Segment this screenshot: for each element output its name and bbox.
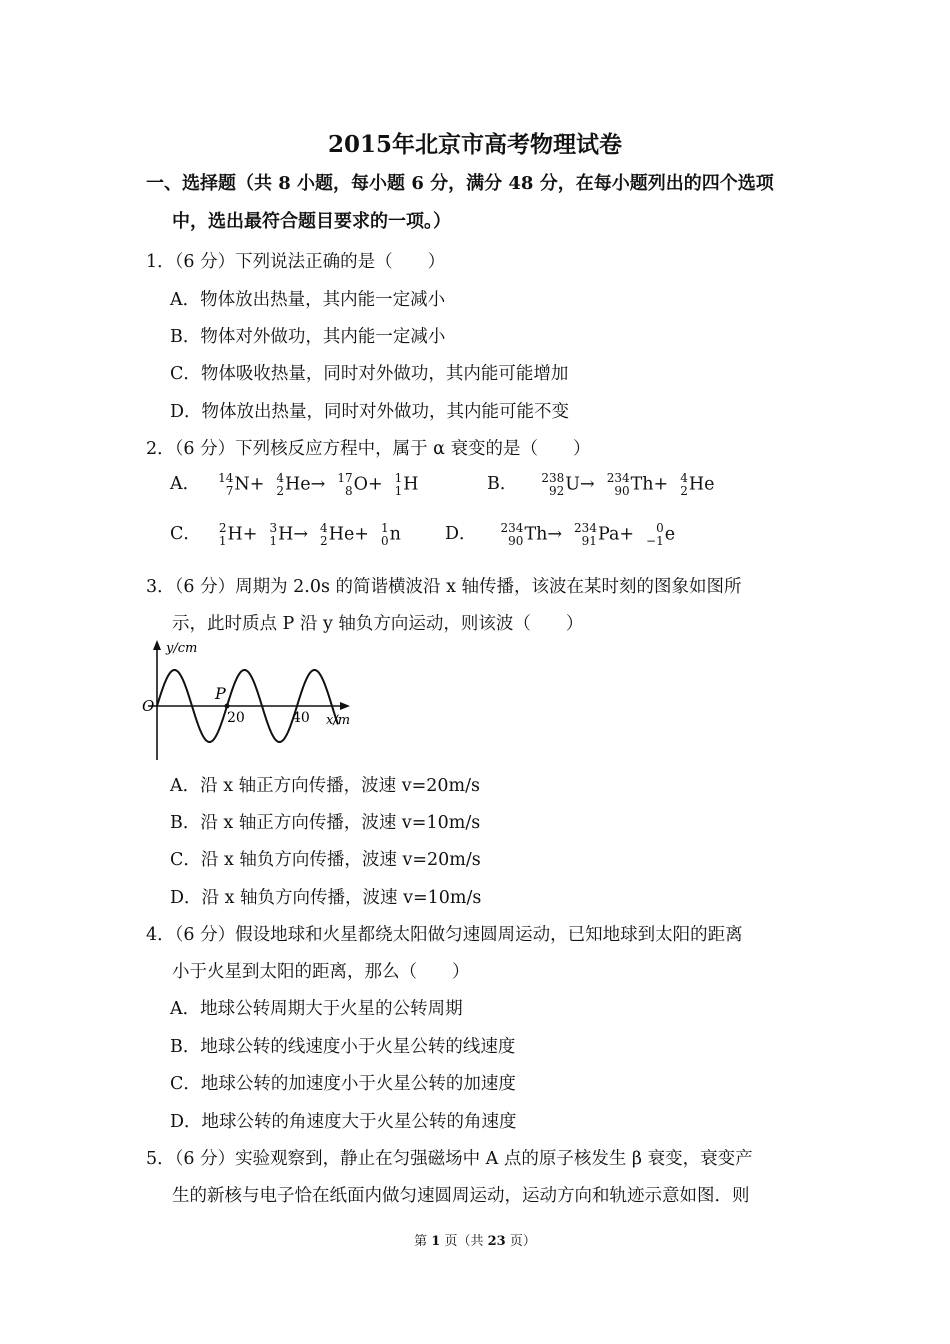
nuclide-isotope	[607, 472, 630, 498]
element-symbol: H	[403, 474, 419, 494]
atomic-number: 1	[218, 533, 227, 548]
q2-stem: 2．（6 分）下列核反应方程中，属于 α 衰变的是（ ）	[146, 439, 591, 459]
atomic-number: 1	[269, 533, 278, 548]
nuclide-isotope	[501, 522, 524, 548]
mass-number: 17	[337, 470, 353, 485]
nuclide-isotope	[646, 522, 664, 548]
q2-option-a-equation	[218, 470, 420, 498]
q2-option-c	[170, 520, 403, 548]
atomic-number: 2	[680, 483, 688, 498]
nuclide	[219, 522, 258, 548]
atomic-number: 2	[276, 483, 285, 498]
q2-option-b-label: B．	[487, 474, 518, 494]
point-p-marker	[225, 704, 230, 709]
q1-option-a: A．物体放出热量，其内能一定减小	[170, 290, 446, 310]
mass-number: 4	[320, 520, 328, 535]
nuclide-isotope	[381, 522, 389, 548]
atomic-number: 8	[344, 483, 353, 498]
wave-graph	[140, 638, 360, 766]
element-symbol: U→	[565, 474, 595, 494]
nuclide	[381, 522, 401, 548]
q2-option-c-equation	[218, 520, 403, 548]
page-footer	[0, 1230, 950, 1249]
q4-stem-line1: 4．（6 分）假设地球和火星都绕太阳做匀速圆周运动，已知地球到太阳的距离	[146, 925, 743, 945]
origin-label: O	[142, 697, 155, 715]
mass-number: 1	[394, 470, 403, 485]
mass-number: 234	[574, 520, 597, 535]
q2-option-a-label: A．	[170, 474, 201, 494]
nuclide	[541, 472, 594, 498]
mass-number: 234	[606, 470, 630, 485]
nuclide	[269, 522, 308, 548]
section-heading-line2: 中，选出最符合题目要求的一项。）	[172, 211, 451, 232]
q1-option-b: B．物体对外做功，其内能一定减小	[170, 327, 446, 347]
element-symbol: Th→	[524, 524, 563, 544]
element-symbol: n	[389, 524, 401, 544]
q2-option-c-label: C．	[170, 524, 201, 544]
footer-prefix: 第	[414, 1234, 432, 1249]
page-title: 2015年北京市高考物理试卷	[327, 131, 622, 158]
element-symbol: He+	[328, 524, 369, 544]
q3-option-b: B．沿 x 轴正方向传播，波速 v=10m/s	[170, 813, 481, 833]
nuclide-isotope	[680, 472, 688, 498]
element-symbol: e	[664, 524, 676, 544]
q2-option-b-equation	[541, 470, 716, 498]
atomic-number: 2	[320, 533, 328, 548]
nuclide-isotope	[218, 472, 233, 498]
q4-option-a: A．地球公转周期大于火星的公转周期	[170, 999, 463, 1019]
nuclide-isotope	[320, 522, 328, 548]
nuclide	[501, 522, 563, 548]
atomic-number: 1	[394, 483, 403, 498]
atomic-number: 90	[614, 483, 630, 498]
atomic-number: 0	[380, 533, 389, 548]
mass-number: 14	[218, 470, 234, 485]
nuclide	[320, 522, 369, 548]
nuclide	[276, 472, 325, 498]
atomic-number: −1	[646, 533, 664, 548]
element-symbol: He	[688, 474, 715, 494]
q1-stem: 1．（6 分）下列说法正确的是（ ）	[146, 252, 446, 272]
mass-number: 4	[276, 470, 285, 485]
x-axis-arrow	[340, 702, 350, 710]
q4-option-d: D．地球公转的角速度大于火星公转的角速度	[170, 1112, 517, 1132]
section-heading-line1: 一、选择题（共 8 小题，每小题 6 分，满分 48 分，在每小题列出的四个选项	[146, 173, 774, 194]
nuclide-isotope	[276, 472, 284, 498]
nuclide-isotope	[395, 472, 403, 498]
q4-option-c: C．地球公转的加速度小于火星公转的加速度	[170, 1074, 516, 1094]
q5-stem-line2: 生的新核与电子恰在纸面内做匀速圆周运动，运动方向和轨迹示意如图．则	[172, 1186, 750, 1206]
atomic-number: 7	[225, 483, 234, 498]
nuclide	[607, 472, 669, 498]
atomic-number: 90	[508, 533, 524, 548]
mass-number: 234	[500, 520, 524, 535]
q4-stem-line2: 小于火星到太阳的距离，那么（ ）	[172, 962, 470, 982]
q2-option-d	[445, 520, 677, 548]
q2-option-b	[487, 470, 716, 498]
nuclide-isotope	[574, 522, 597, 548]
q3-stem-line1: 3．（6 分）周期为 2.0s 的简谐横波沿 x 轴传播，该波在某时刻的图象如图所	[146, 577, 742, 597]
y-axis-label: y/cm	[166, 641, 198, 656]
footer-suffix: 页）	[505, 1234, 536, 1249]
element-symbol: N+	[234, 474, 265, 494]
q3-option-d: D．沿 x 轴负方向传播，波速 v=10m/s	[170, 888, 482, 908]
element-symbol: Th+	[630, 474, 669, 494]
tick-label-20: 20	[227, 710, 245, 726]
mass-number: 1	[380, 520, 389, 535]
x-axis-label: x/m	[326, 713, 351, 728]
element-symbol: He→	[285, 474, 326, 494]
element-symbol: O+	[353, 474, 383, 494]
element-symbol: Pa+	[597, 524, 635, 544]
q5-stem-line1: 5．（6 分）实验观察到，静止在匀强磁场中 A 点的原子核发生 β 衰变，衰变产	[146, 1149, 753, 1169]
atomic-number: 91	[581, 533, 597, 548]
q4-option-b: B．地球公转的线速度小于火星公转的线速度	[170, 1037, 516, 1057]
nuclide	[680, 472, 714, 498]
nuclide-isotope	[541, 472, 564, 498]
atomic-number: 92	[549, 483, 565, 498]
y-axis-arrow	[153, 640, 161, 650]
nuclide	[646, 522, 675, 548]
nuclide	[218, 472, 264, 498]
mass-number: 3	[269, 520, 278, 535]
nuclide-isotope	[337, 472, 352, 498]
q1-option-c: C．物体吸收热量，同时对外做功，其内能可能增加	[170, 364, 569, 384]
mass-number: 2	[218, 520, 227, 535]
q1-option-d: D．物体放出热量，同时对外做功，其内能可能不变	[170, 402, 570, 422]
footer-middle: 页（共	[440, 1234, 488, 1249]
q2-option-d-equation	[500, 520, 678, 548]
mass-number: 0	[656, 520, 664, 535]
element-symbol: H+	[227, 524, 258, 544]
nuclide	[395, 472, 419, 498]
tick-label-40: 40	[292, 710, 310, 726]
section-heading	[146, 165, 826, 241]
nuclide-isotope	[269, 522, 277, 548]
q2-option-a	[170, 470, 421, 498]
nuclide-isotope	[219, 522, 227, 548]
footer-total-pages: 23	[487, 1234, 506, 1249]
footer-page-number: 1	[431, 1234, 441, 1249]
element-symbol: H→	[278, 524, 309, 544]
point-p-label: P	[215, 684, 226, 703]
q3-option-a: A．沿 x 轴正方向传播，波速 v=20m/s	[170, 776, 480, 796]
mass-number: 4	[680, 470, 688, 485]
q3-option-c: C．沿 x 轴负方向传播，波速 v=20m/s	[170, 850, 481, 870]
mass-number: 238	[541, 470, 565, 485]
q2-option-d-label: D．	[445, 524, 477, 544]
nuclide	[337, 472, 382, 498]
nuclide	[574, 522, 634, 548]
q3-stem-line2: 示，此时质点 P 沿 y 轴负方向运动，则该波（ ）	[172, 614, 584, 634]
